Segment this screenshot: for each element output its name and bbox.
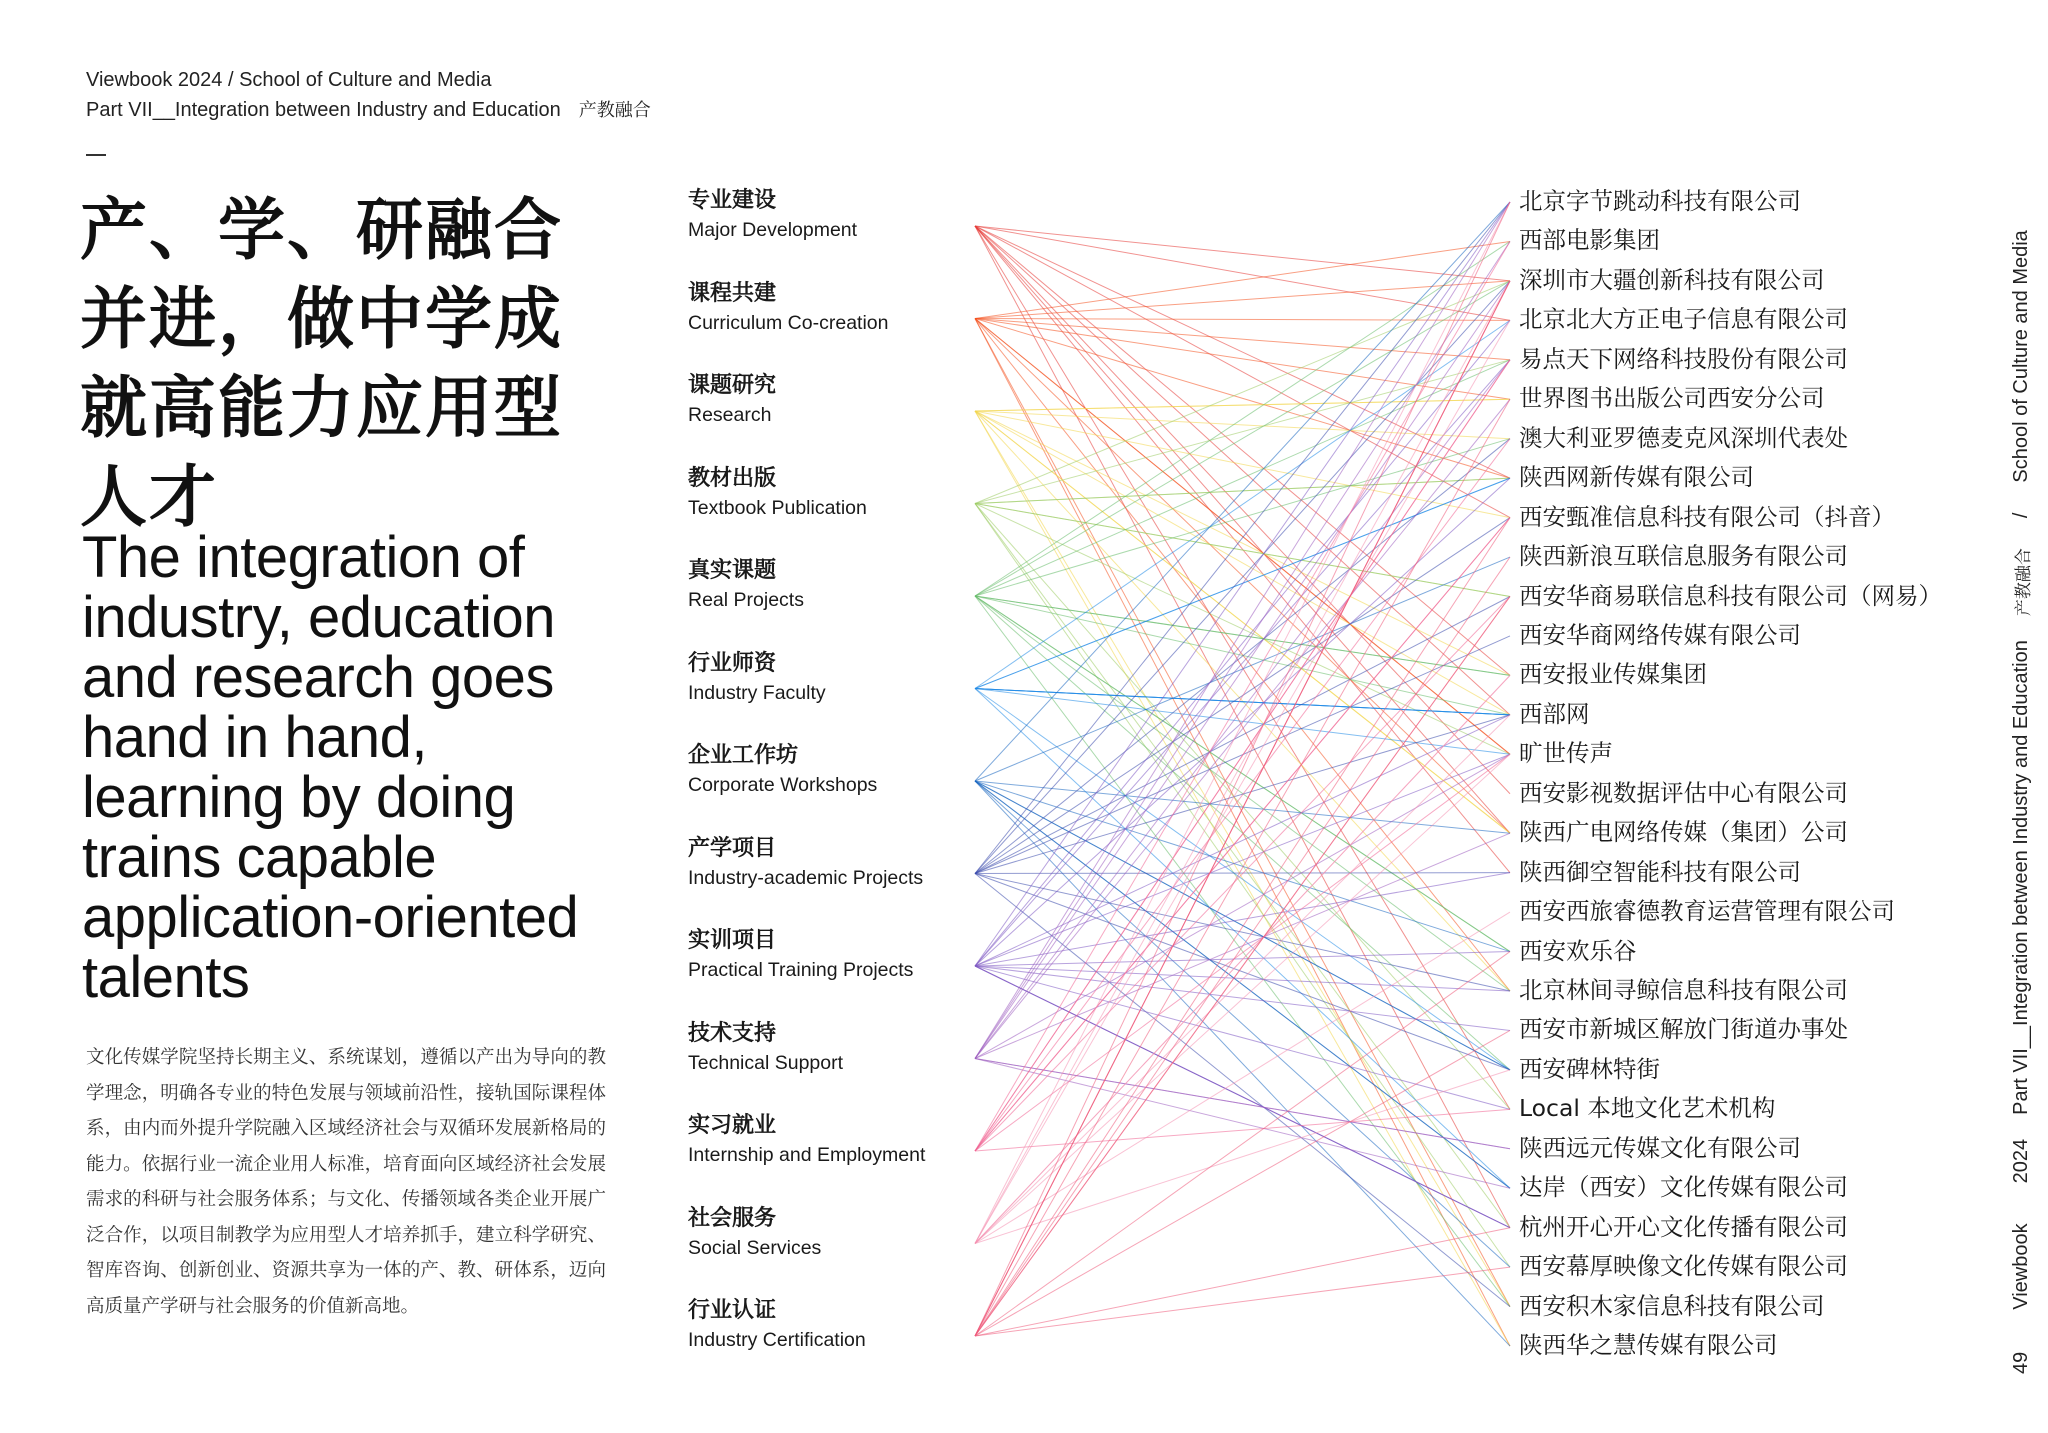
category-label-cn: 课题研究 [688, 373, 777, 398]
connection-line [975, 754, 1510, 1151]
category-item [688, 186, 857, 244]
connection-line [975, 241, 1510, 1058]
connection-line [975, 754, 1510, 966]
company-item: 世界图书出版公司西安分公司 [1519, 384, 1825, 413]
company-item: 陕西新浪互联信息服务有限公司 [1519, 542, 1848, 571]
connection-line [975, 1228, 1510, 1336]
company-item: 易点天下网络科技股份有限公司 [1519, 344, 1848, 373]
category-item [688, 649, 826, 707]
company-item: 西安华商网络传媒有限公司 [1519, 620, 1801, 649]
connection-line [975, 320, 1510, 1243]
company-item: 杭州开心开心文化传播有限公司 [1519, 1212, 1848, 1241]
company-item: 西部网 [1519, 699, 1590, 728]
category-label-cn: 课程共建 [688, 280, 777, 306]
category-label-en: Social Services [688, 1236, 822, 1259]
category-label-cn: 社会服务 [688, 1205, 777, 1231]
connection-line [975, 874, 1510, 1070]
category-label-cn: 企业工作坊 [688, 743, 799, 768]
category-label-en: Textbook Publication [688, 496, 867, 519]
connection-line [975, 1070, 1510, 1244]
connection-line [975, 226, 1510, 320]
connection-line [975, 226, 1510, 873]
category-label-en: Industry Certification [688, 1329, 866, 1351]
sidebar-vertical [2004, 114, 2038, 1374]
company-item: 陕西广电网络传媒（集团）公司 [1519, 818, 1848, 847]
connection-line [975, 557, 1510, 1336]
category-label-en: Curriculum Co-creation [688, 311, 889, 334]
connection-line [975, 399, 1510, 1336]
connection-line [975, 319, 1510, 755]
company-item: 澳大利亚罗德麦克风深圳代表处 [1519, 423, 1848, 452]
header-part-en: Part VII__Integration between Industry and Education [86, 99, 561, 121]
connection-line [975, 319, 1510, 360]
company-item: 西安华商易联信息科技有限公司（网易） [1519, 581, 1942, 610]
category-item [688, 279, 888, 337]
category-label-en: Technical Support [688, 1051, 844, 1074]
connection-line [975, 281, 1510, 874]
sidebar-part: Part VII__Integration between Industry and Education [2009, 640, 2032, 1115]
connection-line [975, 689, 1510, 715]
category-label-cn: 实训项目 [688, 928, 777, 953]
company-item: 陕西远元传媒文化有限公司 [1519, 1133, 1801, 1162]
company-item: 陕西御空智能科技有限公司 [1519, 857, 1801, 886]
connection-line [975, 202, 1510, 781]
connection-line [975, 1030, 1510, 1336]
category-label-cn: 行业师资 [688, 650, 777, 676]
category-item [688, 741, 877, 799]
header-line-1: Viewbook 2024 / School of Culture and Media [86, 69, 492, 91]
category-label-en: Internship and Employment [688, 1144, 926, 1166]
sidebar-year: 2024 [2009, 1138, 2032, 1184]
company-item: 西安碑林特街 [1519, 1054, 1660, 1083]
connection-line [975, 202, 1510, 874]
connection-line [975, 320, 1510, 966]
company-item: 陕西网新传媒有限公司 [1519, 463, 1754, 492]
connection-line [975, 597, 1510, 1337]
category-item [688, 1019, 843, 1077]
category-item [688, 834, 923, 892]
company-item: 深圳市大疆创新科技有限公司 [1519, 265, 1825, 294]
company-item: 达岸（西安）文化传媒有限公司 [1519, 1173, 1848, 1202]
header-part-cn: 产教融合 [578, 100, 651, 121]
company-item: 西安西旅睿德教育运营管理有限公司 [1519, 897, 1895, 926]
page-title-cn: 产、学、研融合并进，做中学成就高能力应用型人才 [80, 191, 563, 536]
connection-line [975, 966, 1510, 1228]
category-item [688, 464, 867, 522]
connection-line [975, 319, 1510, 321]
category-label-cn: 技术支持 [688, 1020, 777, 1046]
connection-line [975, 518, 1510, 1336]
company-item: 北京字节跳动科技有限公司 [1519, 187, 1801, 215]
category-label-en: Industry Faculty [688, 681, 826, 704]
category-item [688, 556, 804, 614]
company-item: 西安甄准信息科技有限公司（抖音） [1519, 502, 1895, 531]
category-item [688, 1111, 925, 1169]
connection-line [975, 1059, 1510, 1149]
company-item: Local 本地文化艺术机构 [1519, 1094, 1776, 1123]
company-item: 西安报业传媒集团 [1519, 660, 1707, 689]
company-item: 西安影视数据评估中心有限公司 [1519, 778, 1848, 807]
page-title-en: The integration of industry, education and research goes hand in hand, learning by doing trains capable application-oriented talents [82, 525, 579, 1010]
company-item: 西安积木家信息科技有限公司 [1519, 1291, 1825, 1320]
category-label-cn: 实习就业 [688, 1113, 777, 1138]
company-item: 西安市新城区解放门街道办事处 [1519, 1015, 1848, 1044]
category-item [688, 1296, 866, 1354]
category-label-en: Corporate Workshops [688, 774, 878, 796]
category-label-en: Major Development [688, 219, 858, 241]
connection-line [975, 715, 1510, 966]
connection-line [975, 399, 1510, 411]
company-item: 北京北大方正电子信息有限公司 [1519, 305, 1848, 334]
body-paragraph-cn: 文化传媒学院坚持长期主义、系统谋划，遵循以产出为导向的教学理念，明确各专业的特色发展与领域前沿性，接轨国际课程体系，由内而外提升学院融入区域经济社会与双循环发展新格局的能力。依据行业一流企业用人标准，培育面向区域经济社会发展需求的科研与社会服务体系；与文化、传播领域各类企业开展广泛合作，以项目制教学为应用型人才培养抓手，建立科学研究、智库咨询、创新创业、资源共享为一体的产、教、研体系，迈向高质量产学研与社会服务的价值新高地。 [86, 1047, 606, 1317]
sidebar-school: School of Culture and Media [2009, 230, 2032, 483]
connection-line [975, 596, 1510, 1307]
company-item: 西部电影集团 [1519, 226, 1660, 255]
sidebar-separator: / [2009, 512, 2032, 519]
connection-line [975, 241, 1510, 1151]
connection-line [975, 226, 1510, 478]
company-item: 旷世传声 [1519, 739, 1613, 768]
connection-line [975, 504, 1510, 1268]
company-item: 北京林间寻鲸信息科技有限公司 [1519, 976, 1848, 1004]
company-item: 西安幕厚映像文化传媒有限公司 [1519, 1252, 1848, 1281]
category-label-en: Real Projects [688, 589, 804, 611]
category-label-cn: 行业认证 [688, 1298, 777, 1323]
category-item [688, 371, 776, 429]
category-label-en: Practical Training Projects [688, 959, 914, 981]
category-label-cn: 真实课题 [688, 558, 777, 583]
sidebar-viewbook: Viewbook [2009, 1223, 2032, 1310]
connection-line [975, 1109, 1510, 1151]
category-label-cn: 教材出版 [688, 465, 777, 491]
page-number: 49 [2009, 1351, 2032, 1374]
company-item: 西安欢乐谷 [1519, 936, 1637, 965]
connection-line [975, 1267, 1510, 1336]
sidebar-part-cn: 产教融合 [2013, 548, 2034, 617]
category-label-cn: 产学项目 [688, 835, 777, 861]
category-item [688, 1204, 821, 1262]
category-label-cn: 专业建设 [688, 188, 777, 213]
connection-line [975, 504, 1510, 755]
company-item: 陕西华之慧传媒有限公司 [1519, 1331, 1778, 1360]
category-label-en: Research [688, 404, 772, 426]
connection-line [975, 781, 1510, 1188]
category-item [688, 926, 913, 984]
connection-line [975, 952, 1510, 1336]
category-label-en: Industry-academic Projects [688, 866, 924, 889]
